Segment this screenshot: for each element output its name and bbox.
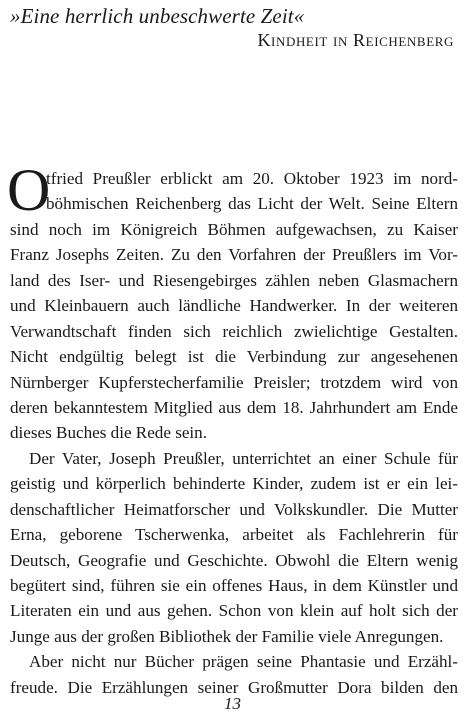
text-line: Deutsch, Geografie und Geschichte. Obwohl die Eltern wenig: [10, 550, 458, 570]
text-line: denschaftlicher Heimatforscher und Volkskundler. Die Mutter: [10, 499, 458, 519]
page-number: 13: [224, 694, 241, 713]
body-text: [7, 157, 458, 700]
text-line: geistig und körperlich behinderte Kinder, zudem ist er ein lei-: [10, 474, 458, 494]
text-line: Franz Josephs Zeiten. Zu den Vorfahren der Preußlers im Vor-: [10, 245, 458, 265]
text-line: land des Iser- und Riesengebirges zählen neben Glasmachern: [10, 270, 458, 290]
text-line: und Kleinbauern auch ländliche Handwerker. In der weiteren: [10, 296, 458, 316]
text-line: Aber nicht nur Bücher prägen seine Phantasie und Erzähl-: [29, 652, 458, 672]
chapter-subtitle: Kindheit in Reichenberg: [257, 30, 454, 50]
text-line: sind noch im Königreich Böhmen aufgewachsen, zu Kaiser: [10, 219, 458, 239]
text-line: Verwandtschaft finden sich reichlich zwielichtige Gestalten.: [10, 321, 458, 341]
text-line: Junge aus der großen Bibliothek der Familie viele Anregungen.: [10, 626, 444, 646]
text-line: freude. Die Erzählungen seiner Großmutter Dora bilden den: [10, 677, 458, 697]
line-text: tfried Preußler erblickt am 20. Oktober 1923 im nord-: [46, 169, 458, 188]
text-line: Nürnberger Kupferstecherfamilie Preisler; trotzdem wird von: [10, 372, 458, 392]
chapter-title: »Eine herrlich unbeschwerte Zeit«: [10, 4, 305, 28]
text-line: deren bekanntestem Mitglied aus dem 18. Jahrhundert am Ende: [10, 397, 458, 417]
text-line: böhmischen Reichenberg das Licht der Welt. Seine Eltern: [46, 194, 458, 214]
text-line: Nicht endgültig belegt ist die Verbindung zur angesehenen: [10, 347, 458, 367]
text-line: begütert sind, führen sie ein offenes Haus, in dem Künstler und: [10, 576, 458, 595]
text-line: Literaten ein und aus gehen. Schon von klein auf holt sich der: [10, 601, 458, 621]
text-line: Der Vater, Joseph Preußler, unterrichtet an einer Schule für: [29, 448, 458, 468]
text-line: dieses Buches die Rede sein.: [10, 423, 208, 443]
text-line: Erna, geborene Tscherwenka, arbeitet als Fachlehrerin für: [10, 525, 458, 545]
drop-cap: O: [7, 157, 51, 223]
